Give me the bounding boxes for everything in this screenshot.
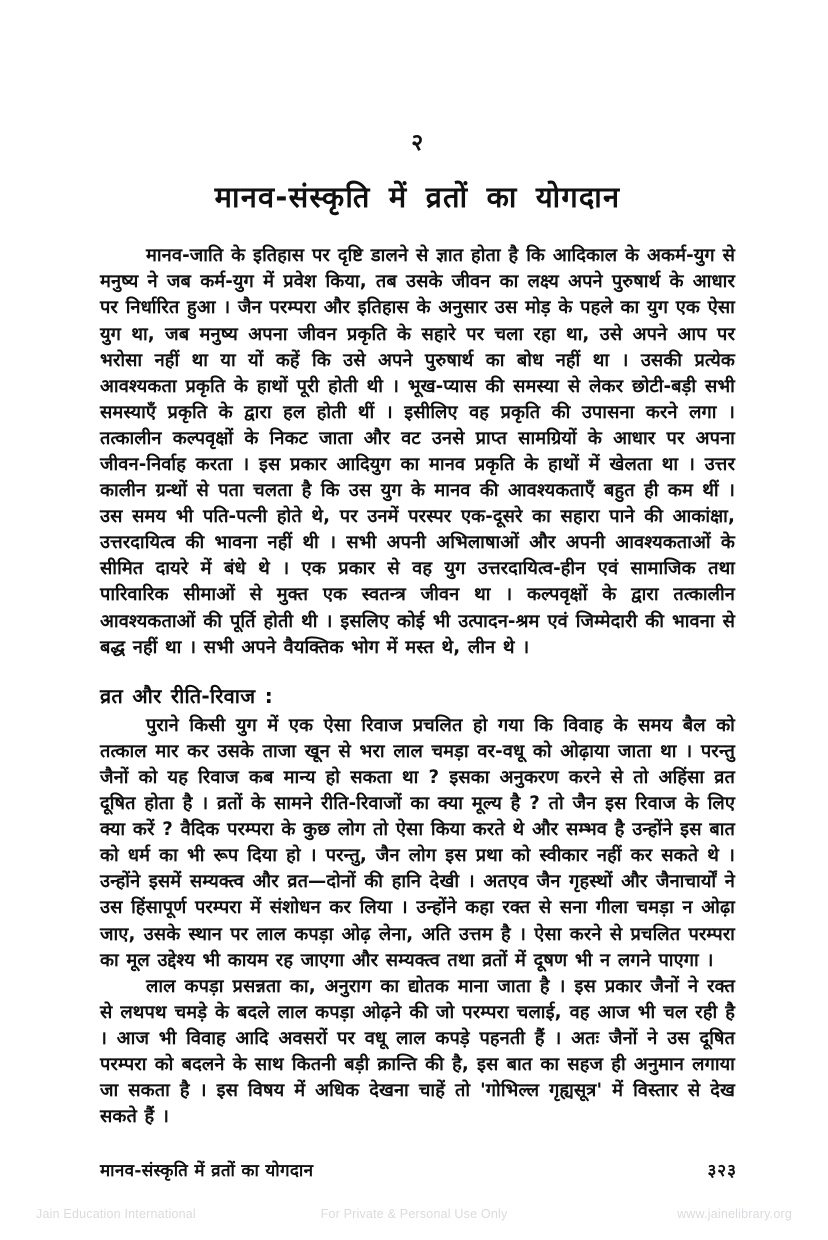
chapter-number: २ [411, 130, 424, 156]
paragraph-3 [100, 974, 735, 1131]
running-footer [100, 1158, 737, 1181]
watermark-organization: Jain Education International [36, 1207, 196, 1221]
paragraph-3-text-part-2: में विस्तार से देख सकते हैं । [100, 1080, 735, 1128]
body-text [100, 243, 735, 1130]
paragraph-3-text-part-1: लाल कपड़ा प्रसन्नता का, अनुराग का द्योतक माना जाता है । इस प्रकार जैनों ने रक्त से लथपथ चमड़े के बदले लाल कपड़ा ओढ़ने की जो परम्परा चलाई, वह आज भी चल रही है । आज भी विवाह आदि अवसरों पर वधू लाल कपड़े पहनती हैं । अतः जैनों ने उस दूषित परम्परा को बदलने के साथ कितनी बड़ी क्रान्ति की है, इस बात का सहज ही अनुमान लगाया जा सकता है । इस विषय में अधिक देखना चाहें तो [100, 975, 735, 1102]
paragraph-2: पुराने किसी युग में एक ऐसा रिवाज प्रचलित हो गया कि विवाह के समय बैल को तत्काल मार कर उसके ताजा खून से भरा लाल चमड़ा वर-वधू को ओढ़ाया जाता था । परन्तु जैनों को यह रिवाज कब मान्य हो सकता था ? इसका अनुकरण करने से तो अहिंसा व्रत दूषित होता है । व्रतों के सामने रीति-रिवाजों का क्या मूल्य है ? तो जैन इस रिवाज के लिए क्या करें ? वैदिक परम्परा के कुछ लोग तो ऐसा किया करते थे और सम्भव है उन्होंने इस बात को धर्म का भी रूप दिया हो । परन्तु, जैन लोग इस प्रथा को स्वीकार नहीं कर सकते थे । उन्होंने इसमें सम्यक्त्व और व्रत—दोनों की हानि देखी । अतएव जैन गृहस्थों और जैनाचार्यों ने उस हिंसापूर्ण परम्परा में संशोधन कर लिया । उन्होंने कहा रक्त से सना गीला चमड़ा न ओढ़ा जाए, उसके स्थान पर लाल कपड़ा ओढ़ लेना, अति उत्तम है । ऐसा करने से प्रचलित परम्परा का मूल उद्देश्य भी कायम रह जाएगा और सम्यक्त्व तथा व्रतों में दूषण भी न लगने पाएगा । [100, 714, 735, 971]
page-content [100, 132, 735, 1130]
paragraph-1: मानव-जाति के इतिहास पर दृष्टि डालने से ज्ञात होता है कि आदिकाल के अकर्म-युग से मनुष्य ने जब कर्म-युग में प्रवेश किया, तब उसके जीवन का लक्ष्य अपने पुरुषार्थ के आधार पर निर्धारित हुआ । जैन परम्परा और इतिहास के अनुसार उस मोड़ के पहले का युग एक ऐसा युग था, जब मनुष्य अपना जीवन प्रकृति के सहारे पर चला रहा था, उसे अपने आप पर भरोसा नहीं था या यों कहें कि उसे अपने पुरुषार्थ का बोध नहीं था । उसकी प्रत्येक आवश्यकता प्रकृति के हाथों पूरी होती थी । भूख-प्यास की समस्या से लेकर छोटी-बड़ी सभी समस्याएँ प्रकृति के द्वारा हल होती थीं । इसीलिए वह प्रकृति की उपासना करने लगा । तत्कालीन कल्पवृक्षों के निकट जाता और वट उनसे प्राप्त सामग्रियों के आधार पर अपना जीवन-निर्वाह करता । इस प्रकार आदियुग का मानव प्रकृति के हाथों में खेलता था । उत्तर कालीन ग्रन्थों से पता चलता है कि उस युग के मानव की आवश्यकताएँ बहुत ही कम थीं । उस समय भी पति-पत्नी होते थे, पर उनमें परस्पर एक-दूसरे का सहारा पाने की आकांक्षा, उत्तरदायित्व की भावना नहीं थी । सभी अपनी अभिलाषाओं और अपनी आवश्यकताओं के सीमित दायरे में बंधे थे । एक प्रकार से वह युग उत्तरदायित्व-हीन एवं सामाजिक तथा पारिवारिक सीमाओं से मुक्त एक स्वतन्त्र जीवन था । कल्पवृक्षों के द्वारा तत्कालीन आवश्यकताओं की पूर्ति होती थी । इसलिए कोई भी उत्पादन-श्रम एवं जिम्मेदारी की भावना से बद्ध नहीं था । सभी अपने वैयक्तिक भोग में मस्त थे, लीन थे । [100, 245, 735, 658]
page-title: मानव-संस्कृति में व्रतों का योगदान [214, 180, 621, 214]
running-head: मानव-संस्कृति में व्रतों का योगदान [100, 1161, 314, 1181]
section-heading: व्रत और रीति-रिवाज : [100, 683, 273, 708]
watermark-website: www.jainelibrary.org [677, 1207, 792, 1221]
scan-watermark-bar [0, 1200, 828, 1228]
watermark-usage-notice: For Private & Personal Use Only [320, 1207, 508, 1221]
cited-work-title: 'गोभिल्ल गृह्यसूत्र' [480, 1080, 603, 1102]
page-number: ३२३ [707, 1161, 737, 1181]
